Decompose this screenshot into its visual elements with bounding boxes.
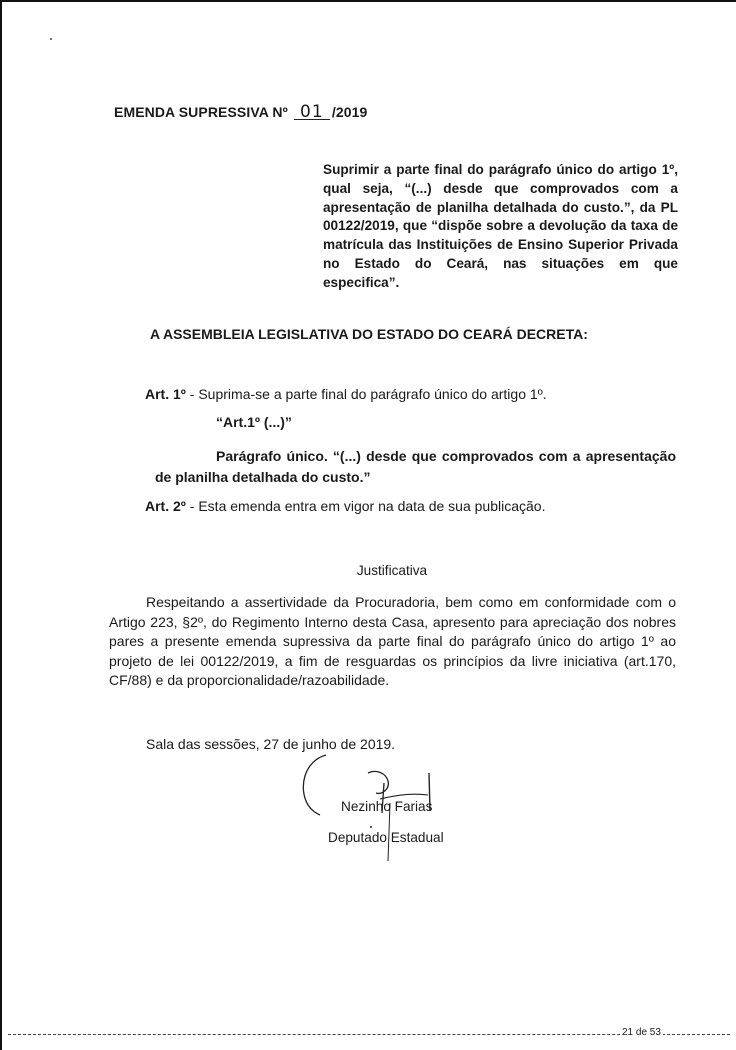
article-1-quote: “Art.1º (...)” bbox=[216, 414, 292, 430]
article-1-label: Art. 1º bbox=[145, 386, 186, 402]
article-1 bbox=[145, 386, 547, 402]
justificativa-body: Respeitando a assertividade da Procuradoria, bem como em conformidade com o Artigo 223, §2º, do Regimento Interno desta Casa, apresento para apreciação dos nobres pares a presente emenda supressiva da parte final do parágrafo único do artigo 1º ao projeto de lei 00122/2019, a fim de resguardas os princípios da livre iniciativa (art.170, CF/88) e da proporcionalidade/razoabilidade. bbox=[109, 594, 676, 688]
signer-role: Deputado Estadual bbox=[328, 830, 444, 845]
session-date-line: Sala das sessões, 27 de junho de 2019. bbox=[146, 736, 396, 752]
scan-border-top bbox=[0, 0, 736, 2]
page-number: 21 de 53 bbox=[622, 1027, 661, 1038]
title-prefix: EMENDA SUPRESSIVA Nº bbox=[114, 104, 288, 120]
scan-border-left bbox=[0, 0, 2, 1050]
signer-name: Nezinho Farias bbox=[341, 799, 433, 814]
title-suffix: /2019 bbox=[331, 104, 368, 120]
article-1-text: - Suprima-se a parte final do parágrafo único do artigo 1º. bbox=[185, 386, 547, 402]
decreta-heading: A ASSEMBLEIA LEGISLATIVA DO ESTADO DO CEARÁ DECRETA: bbox=[150, 326, 588, 342]
paragrafo-unico: Parágrafo único. “(...) desde que comprovados com a apresentação de planilha detalhada do custo.” bbox=[155, 448, 676, 485]
ementa-paragraph: Suprimir a parte final do parágrafo único do artigo 1º, qual seja, “(...) desde que comprovados com a apresentação de planilha detalhada do custo.”, da PL 00122/2019, que “dispõe sobre a devolução da taxa de matrícula das Instituições de Ensino Superior Privada no Estado do Ceará, nas situações em que especifica”. bbox=[323, 162, 678, 290]
justificativa-heading: Justificativa bbox=[356, 563, 428, 578]
document-title bbox=[114, 104, 367, 120]
title-number-handwritten: 01 bbox=[294, 105, 330, 120]
article-2-text: - Esta emenda entra em vigor na data de sua publicação. bbox=[185, 498, 546, 514]
scan-speck bbox=[50, 38, 52, 40]
article-2-label: Art. 2º bbox=[145, 498, 186, 514]
article-2 bbox=[145, 498, 545, 514]
